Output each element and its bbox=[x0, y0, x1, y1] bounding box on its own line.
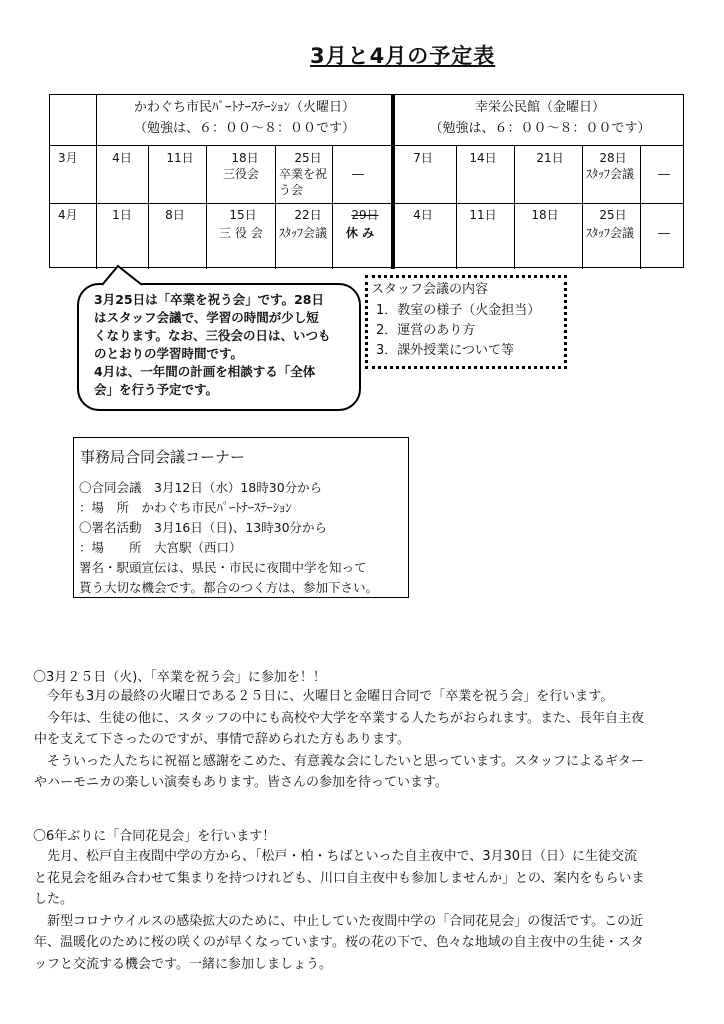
month-april: 4月 bbox=[58, 208, 78, 222]
date-cell: 22日 bbox=[294, 208, 322, 222]
page-title: 3月と4月の予定表 bbox=[310, 44, 496, 68]
date-cell: ― bbox=[352, 167, 364, 181]
bubble-text: 3月25日は「卒業を祝う会」です。28日 はスタッフ会議で、学習の時間が少し短 くなります。なお、三役会の日は、いつも のとおりの学習時間です。 4月は、一年間の計画を相談する「全体 会」を行う予定です。 bbox=[94, 292, 331, 397]
date-cell: ― bbox=[658, 167, 670, 181]
section-body: 今年も3月の最終の火曜日である２５日に、火曜日と金曜日合同で「卒業を祝う会」を行います。 今年は、生徒の他に、スタッフの中にも高校や大学を卒業する人たちがおられます。また、長年自主夜 中を支えて下さったのですが、事情で辞められた方もあります。 そういった人たちに祝福と感謝をこめた、有意義な会にしたいと思っています。スタッフによるギター やハーモニカの楽しい演奏もあります。皆さんの参加を待っています。 bbox=[34, 689, 644, 790]
event-note: 卒業を祝 う会 bbox=[279, 167, 328, 197]
event-note: ｽﾀｯﾌ会議 bbox=[585, 226, 635, 240]
event-note: 三役会 bbox=[222, 167, 260, 181]
date-cell: 18日 bbox=[231, 151, 259, 165]
staff-meeting-item: 2．運営のあり方 bbox=[376, 323, 476, 338]
event-note: ｽﾀｯﾌ会議 bbox=[278, 226, 328, 240]
staff-meeting-title: スタッフ会議の内容 bbox=[371, 282, 489, 297]
date-cell: 28日 bbox=[599, 151, 627, 165]
event-note: 休 み bbox=[345, 226, 375, 240]
date-cell: 11日 bbox=[166, 151, 194, 165]
date-cell: 4日 bbox=[413, 208, 433, 222]
staff-meeting-item: 3．課外授業について等 bbox=[376, 343, 515, 358]
date-cell: 14日 bbox=[469, 151, 497, 165]
date-cell: 4日 bbox=[112, 151, 132, 165]
office-line: 貰う大切な機会です。都合のつく方は、参加下さい。 bbox=[79, 580, 379, 595]
date-cell: 15日 bbox=[229, 208, 257, 222]
event-note: 三 役 会 bbox=[219, 226, 263, 240]
section-heading: 〇6年ぶりに「合同花見会」を行います！ bbox=[33, 829, 276, 844]
office-corner-title: 事務局合同会議コーナー bbox=[80, 448, 246, 466]
date-cell: 18日 bbox=[531, 208, 559, 222]
office-line: 署名・駅頭宣伝は、県民・市民に夜間中学を知って bbox=[79, 560, 367, 575]
section-body: 先月、松戸自主夜間中学の方から、「松戸・柏・ちばといった自主夜中で、3月30日（日）に生徒交流 と花見会を組み合わせて集まりを持つけれども、川口自主夜中も参加しませんか」との、案内をもらいま した。 新型コロナウイルスの感染拡大のために、中止していた夜間中学の「合同花見会」の復活です。この近 年、温暖化のために桜の咲くのが早くなっています。桜の花の下で、色々な地域の自主夜中の生徒・スタ ッフと交流する機会です。一緒に参加しましょう。 bbox=[34, 849, 645, 972]
date-cell: 25日 bbox=[294, 151, 322, 165]
date-cell: 25日 bbox=[599, 208, 627, 222]
friday-header: 幸栄公民館（金曜日） （勉強は、６：００～８：００です） bbox=[429, 100, 651, 136]
tuesday-header: かわぐち市民ﾊﾟｰﾄﾅｰｽﾃｰｼｮﾝ（火曜日） （勉強は、６：００～８：００です） bbox=[133, 100, 355, 136]
schedule-table bbox=[49, 94, 684, 268]
office-line: 〇署名活動 3月16日（日)、13時30分から bbox=[79, 520, 328, 535]
date-cell: 21日 bbox=[536, 151, 564, 165]
date-cell: 7日 bbox=[413, 151, 433, 165]
section-heading: 〇3月２５日（火)、「卒業を祝う会」に参加を！！ bbox=[33, 670, 326, 685]
date-cell: ― bbox=[658, 226, 670, 240]
office-line: 〇合同会議 3月12日（水）18時30分から bbox=[79, 480, 323, 495]
date-cell: 8日 bbox=[165, 208, 185, 222]
office-line: ：場 所 かわぐち市民ﾊﾟｰﾄﾅｰｽﾃｰｼｮﾝ bbox=[79, 500, 292, 515]
office-line: ：場 所 大宮駅（西口） bbox=[79, 540, 242, 555]
date-cell-cancelled: 29日 bbox=[351, 208, 379, 222]
event-note: ｽﾀｯﾌ会議 bbox=[585, 167, 635, 181]
month-march: 3月 bbox=[58, 151, 78, 165]
staff-meeting-item: 1．教室の様子（火金担当） bbox=[376, 303, 541, 318]
date-cell: 1日 bbox=[112, 208, 132, 222]
date-cell: 11日 bbox=[469, 208, 497, 222]
